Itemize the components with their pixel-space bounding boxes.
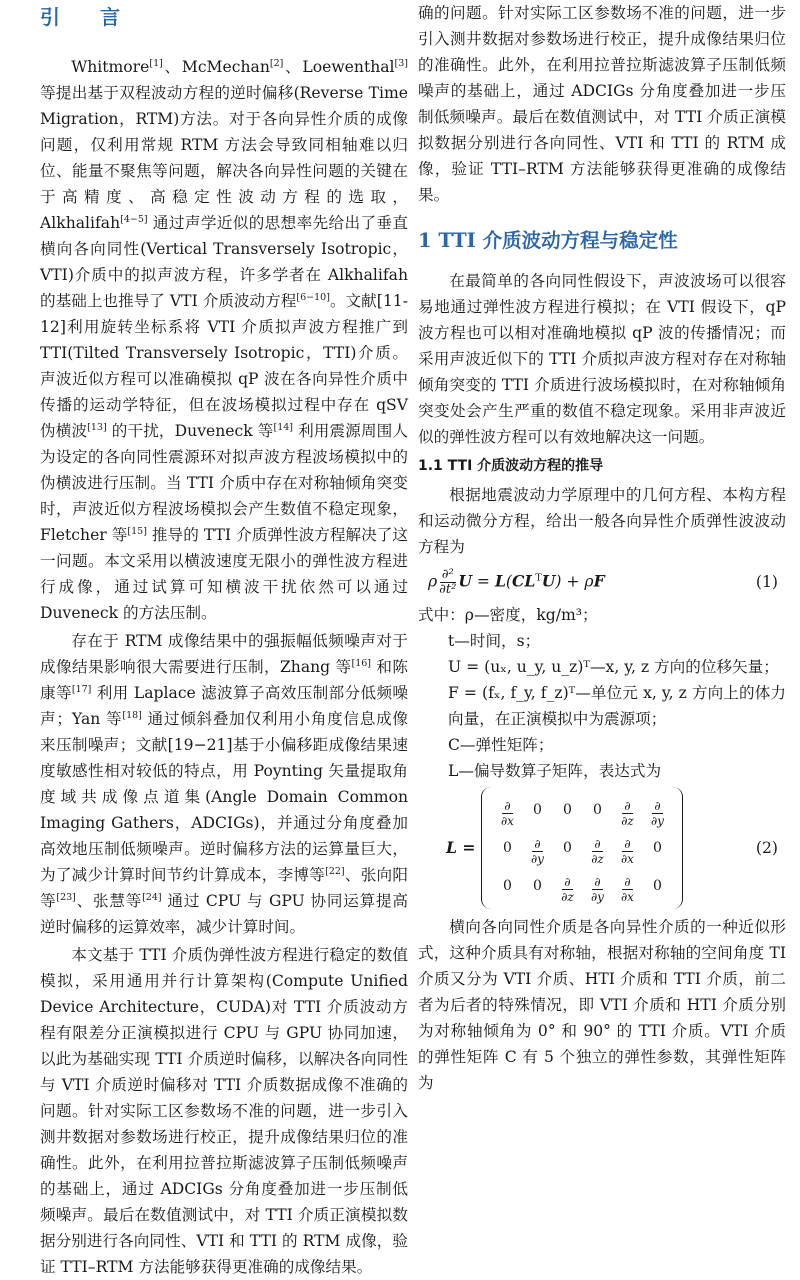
citation[interactable]: [4−5] [120, 214, 148, 225]
equation-2-lhs: L = [446, 838, 476, 857]
citation[interactable]: [15] [127, 526, 147, 537]
section-paragraph-3: 横向各向同性介质是各向异性介质的一种近似形式，这种介质具有对称轴，根据对称轴的空间角度 TI 介质又分为 VTI 介质、HTI 介质和 TTI 介质，前二者为后者的特殊情况，即 VTI 介质和 HTI 介质分别为对称轴倾角为 0° 和 90° 的 TTI 介质。VTI 介质的弹性矩阵 C 有 5 个独立的弹性参数，其弹性矩阵为 [418, 918, 786, 1092]
section-heading: 1 TTI 介质波动方程与稳定性 [418, 229, 678, 252]
intro-paragraph-1: Whitmore[1]、McMechan[2]、Loewenthal[3] 等提出基于双程波动方程的逆时偏移(Reverse Time Migration，RTM)方法。对于各向异性介质的成像问题，仅利用常规 RTM 方法会导致同相轴难以归位、能量不聚焦等问题，解决各向异性问题的关键在于高精度、高稳定性波动方程的选取，Alkhalifah[4−5] 通过声学近似的思想率先给出了垂直横向各向同性(Vertical Transversely Isotropic，VTI)介质中的拟声波方程，许多学者在 Alkhalifah 的基础上也推导了 VTI 介质波动方程[6−10]。文献[11-12]利用旋转坐标系将 VTI 介质拟声波方程推广到 TTI(Tilted Transversely Isotropic，TTI)介质。声波近似方程可以准确模拟 qP 波在各向异性介质中传播的运动学特征，但在波场模拟过程中存在 qSV 伪横波[13] 的干扰，Duveneck 等[14] 利用震源周围人为设定的各向同性震源环对拟声波方程波场模拟中的伪横波进行压制。当 TTI 介质中存在对称轴倾角突变时，声波近似方程波场模拟会产生数值不稳定现象，Fletcher 等[15] 推导的 TTI 介质弹性波方程解决了这一问题。本文采用以横波速度无限小的弹性波方程进行成像，通过试算可知横波干扰依然可以通过 Duveneck 的方法压制。 [40, 58, 409, 622]
citation[interactable]: [22] [325, 866, 345, 877]
intro-paragraph-2: 存在于 RTM 成像结果中的强振幅低频噪声对于成像结果影响很大需要进行压制，Zhang 等[16] 和陈康等[17] 利用 Laplace 滤波算子高效压制部分低频噪声；Yan 等[18] 通过倾斜叠加仅利用小角度信息成像来压制噪声；文献[19−21]基于小偏移距成像结果速度敏感性相对较低的特点，用 Poynting 矢量提取角度域共成像点道集(Angle Domain Common Imaging Gathers，ADCIGs)，并通过分角度叠加高效地压制低频噪声。逆时偏移方法的运算量巨大，为了减少计算时间节约计算成本，李博等[22]、张向阳等[23]、张慧等[24] 通过 CPU 与 GPU 协同运算提高逆时偏移的运算效率，减少计算时间。 [40, 632, 408, 936]
equation-1-body: ρ $\frac{\text{∂²}}{\text{∂t²}}$ $U = L(CL^TU) + \rho F$ [428, 566, 605, 597]
citation[interactable]: [3] [394, 58, 409, 69]
subsection-heading: 1.1 TTI 介质波动方程的推导 [418, 458, 604, 474]
citation[interactable]: [14] [273, 422, 293, 433]
citation[interactable]: [17] [71, 684, 92, 695]
intro-paragraph-3-continued: 确的问题。针对实际工区参数场不准的问题，进一步引入测井数据对参数场进行校正，提升成像结果归位的准确性。此外，在利用拉普拉斯滤波算子压制低频噪声的基础上，通过 ADCIGs 分角度叠加进一步压制低频噪声。最后在数值测试中，对 TTI 介质正演模拟数据分别进行各向同性、VTI 和 TTI 的 RTM 成像，验证 TTI–RTM 方法能够获得更准确的成像结果。 [418, 4, 786, 204]
definition-F: F = (fₓ, f_y, f_z)ᵀ—单位元 x, y, z 方向上的体力向量，在正演模拟中为震源项； [448, 684, 786, 728]
citation[interactable]: [18] [122, 710, 142, 721]
definition-C: C—弹性矩阵； [448, 736, 554, 754]
section-paragraph-1: 在最简单的各向同性假设下，声波波场可以很容易地通过弹性波方程进行模拟；在 VTI 假设下，qP 波方程也可以相对准确地模拟 qP 波的传播情况；而采用声波近似下的 TTI 介质拟声波方程对存在对称轴倾角突变的 TTI 介质进行波场模拟时，在对称轴倾角突变处会产生严重的数值不稳定现象。采用非声波近似的弹性波方程可以有效地解决这一问题。 [418, 272, 786, 446]
citation[interactable]: [16] [351, 658, 372, 669]
citation[interactable]: [6−10] [296, 292, 330, 303]
equation-2-number: (2) [755, 839, 778, 857]
definition-L: L—偏导数算子矩阵，表达式为 [448, 762, 662, 780]
right-column [418, 0, 786, 1096]
intro-paragraph-3: 本文基于 TTI 介质伪弹性波方程进行稳定的数值模拟，采用通用并行计算架构(Compute Unified Device Architecture，CUDA)对 TTI 介质波动方程有限差分正演模拟进行 CPU 与 GPU 协同加速，以此为基础实现 TTI 介质逆时偏移，以解决各向同性与 VTI 介质逆时偏移对 TTI 介质数据成像不准确的问题。针对实际工区参数场不准的问题，进一步引入测井数据对参数场进行校正，提升成像结果归位的准确性。此外，在利用拉普拉斯滤波算子压制低频噪声的基础上，通过 ADCIGs 分角度叠加进一步压制低频噪声。最后在数值测试中，对 TTI 介质正演模拟数据分别进行各向同性、VTI 和 TTI 的 RTM 成像，验证 TTI–RTM 方法能够获得更准确的成像结果。 [40, 946, 408, 1276]
citation[interactable]: [13] [87, 422, 107, 433]
definition-rho: 式中：ρ—密度，kg/m³； [418, 606, 598, 624]
equation-1-number: (1) [755, 573, 778, 591]
equation-2 [418, 786, 786, 910]
citation[interactable]: [1] [149, 58, 163, 69]
left-column [40, 0, 409, 1276]
citation[interactable]: [24] [142, 892, 162, 903]
citation[interactable]: [23] [56, 892, 76, 903]
definition-t: t—时间，s； [448, 632, 541, 650]
intro-heading: 引 言 [40, 5, 130, 29]
equation-1 [418, 564, 786, 600]
section-paragraph-2: 根据地震波动力学原理中的几何方程、本构方程和运动微分方程，给出一般各向异性介质弹性波波动方程为 [418, 486, 786, 556]
operator-matrix: ∂ ∂x 0 0 0 ∂ ∂z ∂ ∂y 0 ∂ ∂y 0 ∂ ∂z ∂ ∂x 0 0 0 ∂ ∂z ∂ ∂y ∂ ∂x 0 [481, 787, 683, 909]
citation[interactable]: [2] [269, 58, 284, 69]
definition-U: U = (uₓ, u_y, u_z)ᵀ—x, y, z 方向的位移矢量； [448, 658, 779, 676]
